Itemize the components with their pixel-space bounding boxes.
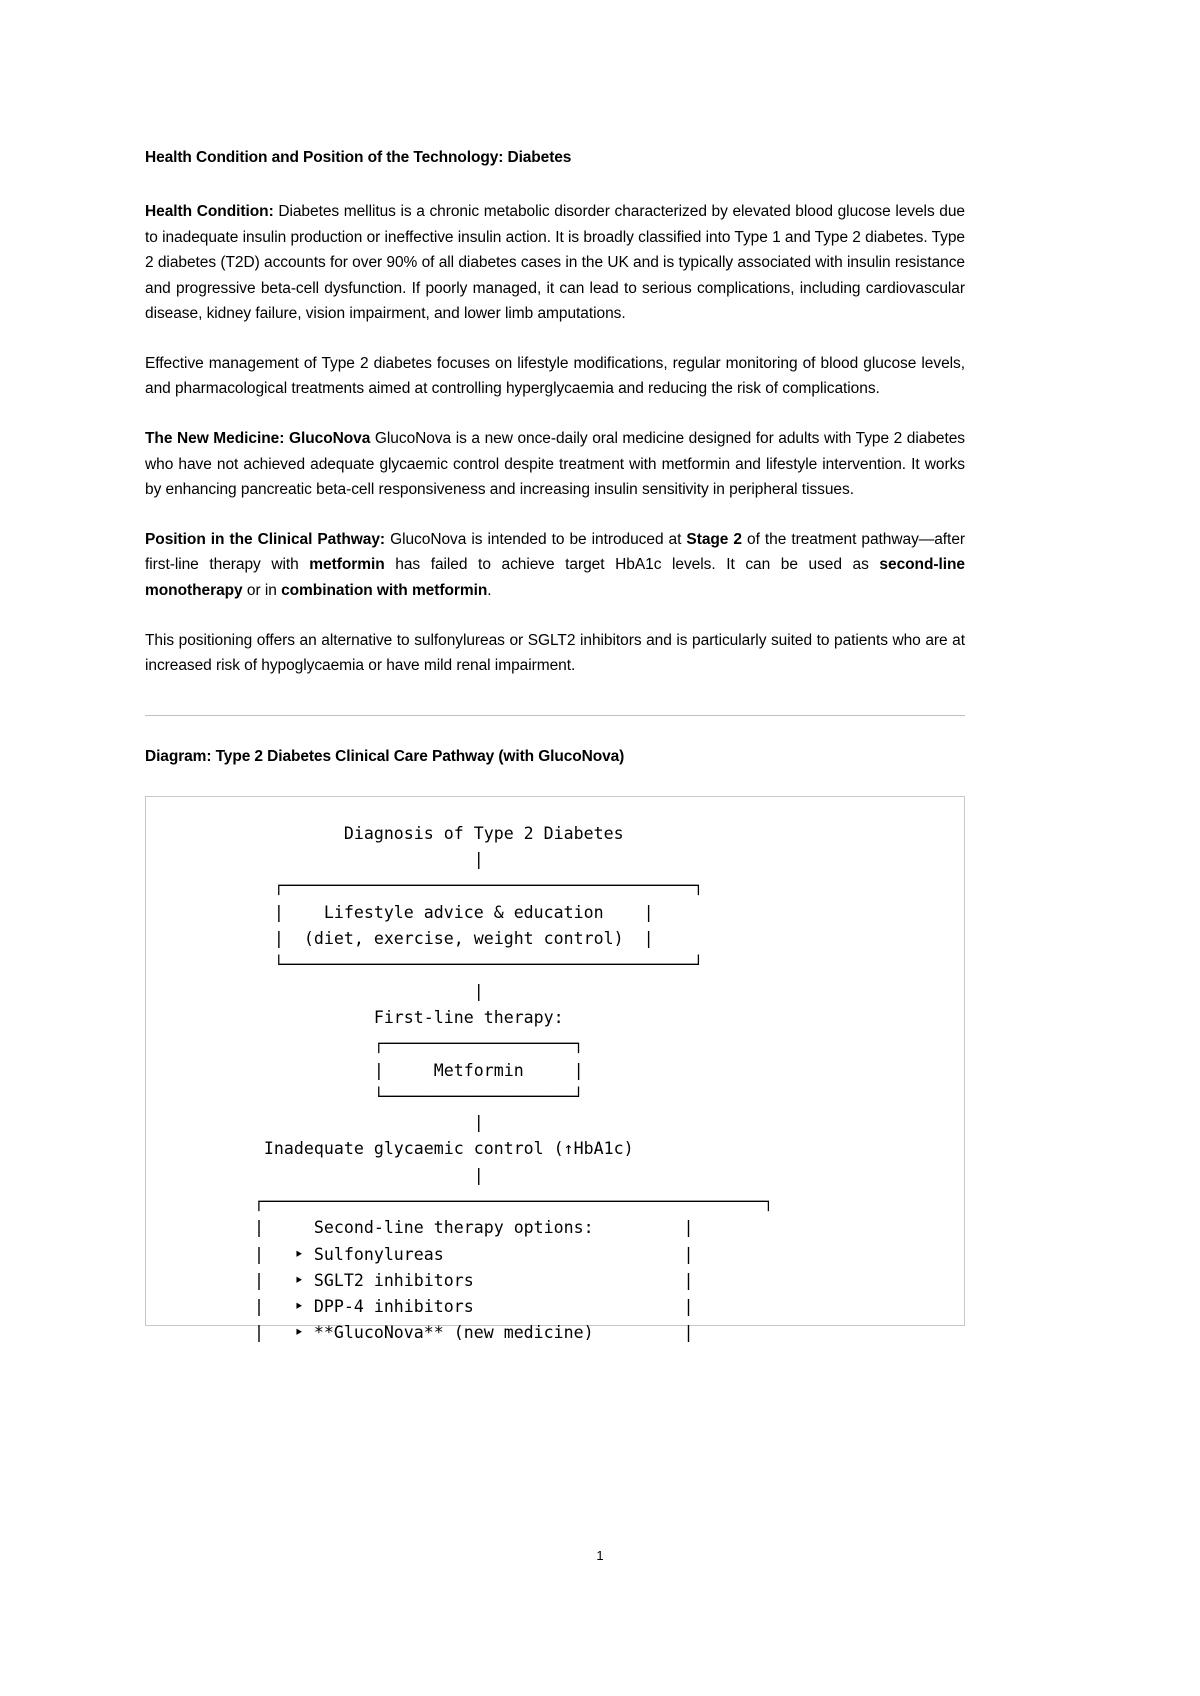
page-number: 1 bbox=[596, 1548, 604, 1563]
spacer bbox=[145, 679, 965, 715]
clinical-pathway-part4: or in bbox=[242, 582, 282, 600]
clinical-pathway-part2: of the treatment pathway—after first-line therapy with bbox=[145, 530, 965, 574]
spacer bbox=[145, 503, 965, 527]
paragraph-positioning bbox=[145, 628, 965, 679]
clinical-pathway-stage-emphasis: Stage 2 bbox=[686, 530, 742, 548]
paragraph-clinical-pathway bbox=[145, 527, 965, 604]
effective-management-body: Effective management of Type 2 diabetes focuses on lifestyle modifications, regular monitoring of blood glucose levels, and pharmacological treatments aimed at controlling hyperglycaemia and reducing the risk of complications. bbox=[145, 354, 965, 398]
health-condition-body: Diabetes mellitus is a chronic metabolic disorder characterized by elevated blood glucose levels due to inadequate insulin production or ineffective insulin action. It is broadly classified into Type 1 and Type 2 diabetes. Type 2 diabetes (T2D) accounts for over 90% of all diabetes cases in the UK and is typically associated with insulin resistance and progressive beta-cell dysfunction. If poorly managed, it can lead to serious complications, including cardiovascular disease, kidney failure, vision impairment, and lower limb amputations. bbox=[145, 202, 965, 323]
positioning-body: This positioning offers an alternative to sulfonylureas or SGLT2 inhibitors and is particularly suited to patients who are at increased risk of hypoglycaemia or have mild renal impairment. bbox=[145, 631, 965, 675]
diagram-heading: Diagram: Type 2 Diabetes Clinical Care Pathway (with GlucoNova) bbox=[145, 747, 625, 765]
spacer bbox=[145, 604, 965, 628]
clinical-pathway-label: Position in the Clinical Pathway: bbox=[145, 530, 386, 548]
paragraph-health-condition bbox=[145, 199, 965, 327]
document-content bbox=[145, 148, 965, 1343]
new-medicine-label: The New Medicine: GlucoNova bbox=[145, 430, 371, 448]
spacer bbox=[145, 327, 965, 351]
paragraph-new-medicine bbox=[145, 426, 965, 503]
page-title: Health Condition and Position of the Technology: Diabetes bbox=[145, 149, 572, 166]
clinical-pathway-combination-emphasis: combination with metformin bbox=[281, 582, 488, 600]
clinical-pathway-metformin-emphasis: metformin bbox=[309, 556, 385, 574]
clinical-pathway-part1: GlucoNova is intended to be introduced at bbox=[385, 530, 687, 548]
spacer bbox=[145, 716, 965, 748]
clinical-pathway-part5: . bbox=[487, 582, 492, 600]
clinical-pathway-part3: has failed to achieve target HbA1c levels. It can be used as bbox=[384, 556, 880, 574]
new-medicine-body: GlucoNova is a new once-daily oral medicine designed for adults with Type 2 diabetes who have not achieved adequate glycaemic control despite treatment with metformin and lifestyle intervention. It works by enhancing pancreatic beta-cell responsiveness and increasing insulin sensitivity in peripheral tissues. bbox=[145, 430, 965, 499]
paragraph-effective-management bbox=[145, 351, 965, 402]
diagram-container bbox=[145, 796, 965, 1343]
spacer bbox=[145, 402, 965, 426]
health-condition-label: Health Condition: bbox=[145, 202, 274, 220]
spacer bbox=[145, 169, 965, 199]
ascii-pathway-diagram: Diagnosis of Type 2 Diabetes | ┌─────────────────────────────────────────┐ | Lifestyle advice & education | | (diet, exercise, weight control) | └─────────────────────────────────────────┘ | First-line therapy: ┌───────────────────┐ | Metformin | └───────────────────┘ | Inadequate glycaemic control (↑HbA1c) | ┌──────────────────────────────────────────────────┐ | Second-line therapy options: | | ‣ Sulfonylureas | | ‣ SGLT2 inhibitors | | ‣ DPP-4 inhibitors | | ‣ **GlucoNova** (new medicine) | bbox=[253, 823, 774, 1343]
spacer bbox=[145, 766, 965, 796]
clinical-pathway-monotherapy-emphasis: second-line monotherapy bbox=[145, 556, 965, 600]
